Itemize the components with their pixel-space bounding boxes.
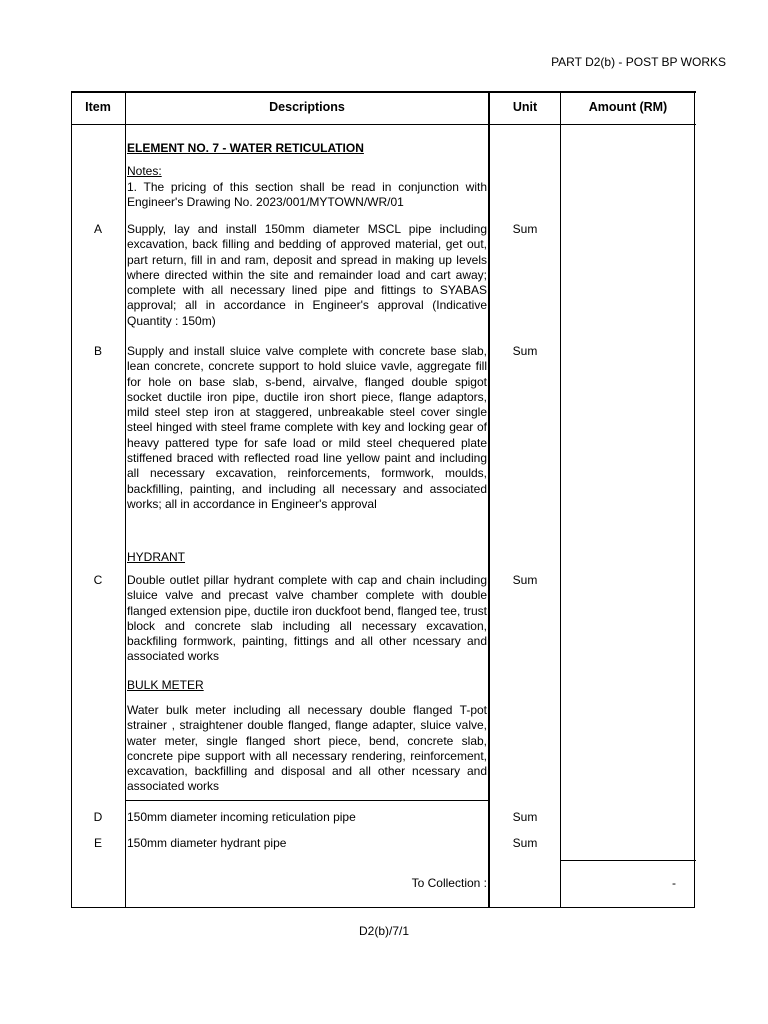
to-collection-label: To Collection : — [411, 876, 487, 890]
hydrant-heading: HYDRANT — [127, 550, 186, 564]
row-b-unit: Sum — [512, 344, 538, 358]
page-number: D2(b)/7/1 — [358, 924, 410, 938]
row-a-unit: Sum — [512, 222, 538, 236]
row-e-description: 150mm diameter hydrant pipe — [127, 836, 287, 850]
notes-text: 1. The pricing of this section shall be read in conjunction with Engineer's Drawing No. 2023/001/MYTOWN/WR/01 — [127, 180, 487, 210]
row-c-item: C — [93, 573, 103, 587]
header-item: Item — [85, 100, 111, 114]
table-top-rule — [71, 91, 696, 93]
unit-column-divider — [560, 91, 561, 908]
amount-total-divider — [560, 860, 696, 861]
row-b-description: Supply and install sluice valve complete with concrete base slab, lean concrete, concrete support to hold sluice vavle, aggregate fill for hole on base slab, s-bend, airvalve, flanged double spigot socket ductile iron pipe, ductile iron short piece, flange adaptors, mild steel step iron at staggered, unbreakable steel cover single steel hinged with steel frame complete with key and locking gear of heavy pattered type for safe load or mild steel chequered plate stiffened braced with reflected road line yellow paint and including all necessary excavation, reinforcements, formwork, moulds, backfilling, painting, and including all necessary and associated works; all in accordance in Engineer's approval — [127, 344, 487, 511]
bulk-meter-text: Water bulk meter including all necessary double flanged T-pot strainer , straightener double flanged, flange adapter, sluice valve, water meter, single flanged short piece, bend, concrete slab, concrete pipe support with all necessary rendering, reinforcement, excavation, backfilling and disposal and all other ncessary and associated works — [127, 703, 487, 794]
element-title: ELEMENT NO. 7 - WATER RETICULATION — [127, 141, 364, 155]
row-d-unit: Sum — [512, 810, 538, 824]
part-header: PART D2(b) - POST BP WORKS — [551, 55, 726, 69]
header-amount: Amount (RM) — [588, 100, 668, 114]
row-e-unit: Sum — [512, 836, 538, 850]
header-descriptions: Descriptions — [269, 100, 345, 114]
header-divider — [71, 124, 696, 125]
row-d-item: D — [93, 810, 103, 824]
bulk-meter-heading: BULK METER — [127, 678, 204, 692]
row-e-item: E — [93, 836, 102, 850]
notes-label: Notes: — [127, 164, 162, 178]
item-column-divider — [125, 91, 126, 908]
row-d-description: 150mm diameter incoming reticulation pipe — [127, 810, 356, 824]
bulk-meter-divider — [125, 800, 489, 801]
to-collection-amount: - — [672, 876, 676, 890]
row-b-item: B — [93, 344, 102, 358]
description-column-divider — [488, 91, 490, 908]
row-a-description: Supply, lay and install 150mm diameter MSCL pipe including excavation, back filling and bedding of approved material, get out, part return, fill in and ram, deposit and spread in making up levels where directed within the site and remainder load and cart away; complete with all necessary lined pipe and fittings to SYABAS approval; all in accordance in Engineer's approval (Indicative Quantity : 150m) — [127, 222, 487, 328]
row-c-description: Double outlet pillar hydrant complete with cap and chain including sluice valve and precast valve chamber complete with double flanged extension pipe, ductile iron duckfoot bend, flanged tee, trust block and concrete slab including all necessary excavation, backfiling formwork, painting, fittings and all other ncessary and associated works — [127, 573, 487, 664]
row-a-item: A — [93, 222, 102, 236]
row-c-unit: Sum — [512, 573, 538, 587]
header-unit: Unit — [512, 100, 538, 114]
